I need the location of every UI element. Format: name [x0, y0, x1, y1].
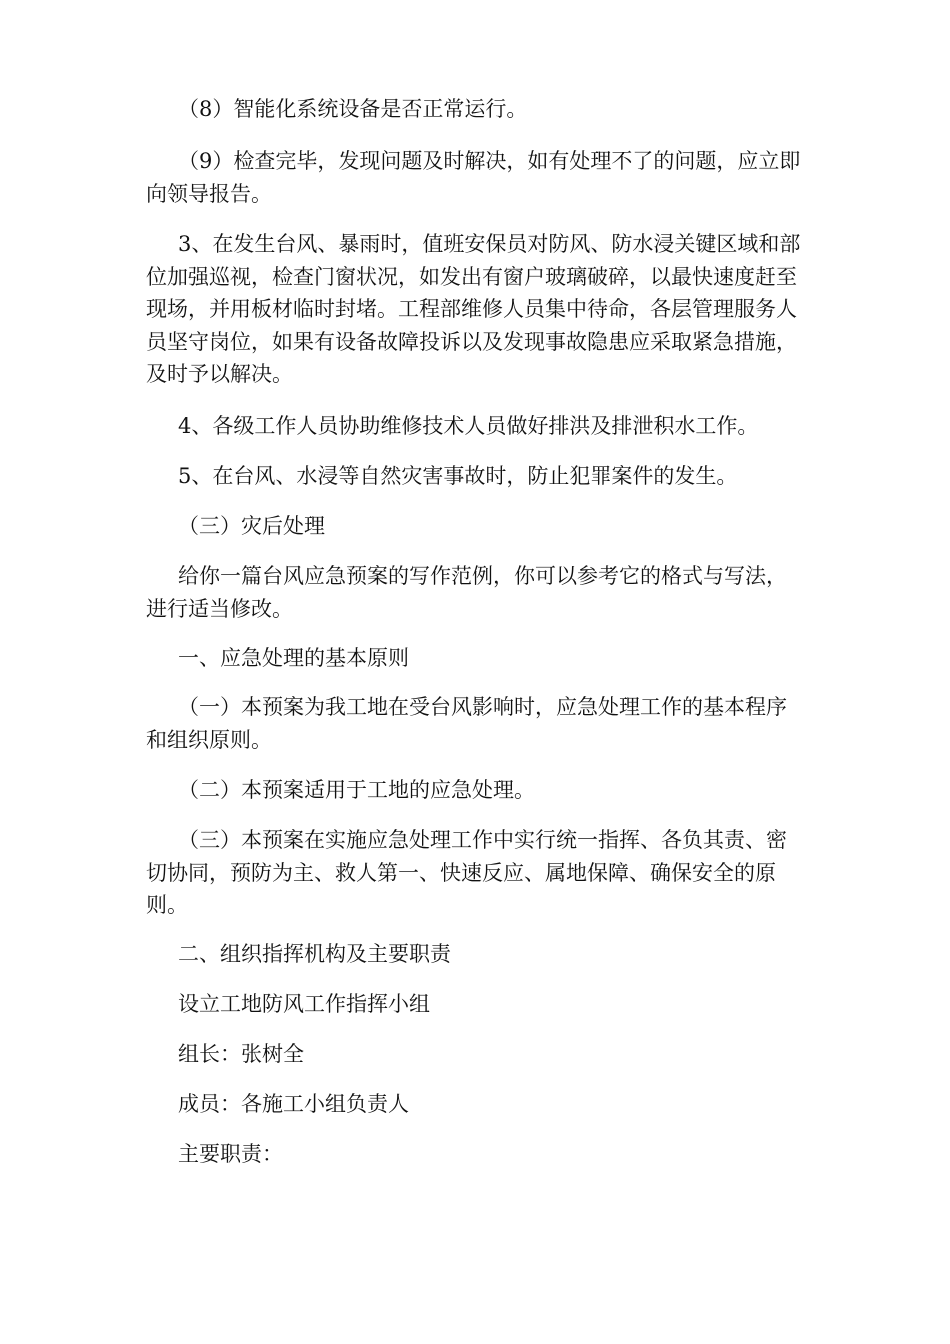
paragraph-template-note: 给你一篇台风应急预案的写作范例，你可以参考它的格式与写法，进行适当修改。 — [146, 564, 787, 621]
paragraph-principle-2: （二）本预案适用于工地的应急处理。 — [178, 778, 535, 802]
paragraph-crime-prevention: 5、在台风、水浸等自然灾害事故时，防止犯罪案件的发生。 — [178, 464, 738, 488]
paragraph-item-9-check: （9）检查完毕，发现问题及时解决，如有处理不了的问题，应立即向领导报告。 — [146, 149, 801, 206]
paragraph-principle-1: （一）本预案为我工地在受台风影响时，应急处理工作的基本程序和组织原则。 — [146, 695, 787, 752]
section-heading-principles: 一、应急处理的基本原则 — [178, 646, 409, 670]
paragraph-group-leader: 组长：张树全 — [178, 1042, 304, 1066]
paragraph-group-members: 成员：各施工小组负责人 — [178, 1092, 409, 1116]
section-heading-aftermath: （三）灾后处理 — [178, 514, 325, 538]
paragraph-drainage: 4、各级工作人员协助维修技术人员做好排洪及排泄积水工作。 — [178, 414, 759, 438]
paragraph-item-8-check: （8）智能化系统设备是否正常运行。 — [178, 97, 528, 121]
section-heading-organization: 二、组织指挥机构及主要职责 — [178, 942, 451, 966]
paragraph-principle-3: （三）本预案在实施应急处理工作中实行统一指挥、各负其责、密切协同，预防为主、救人第一、快速反应、属地保障、确保安全的原则。 — [146, 828, 787, 917]
paragraph-command-group: 设立工地防风工作指挥小组 — [178, 992, 430, 1016]
paragraph-main-duties: 主要职责： — [178, 1142, 283, 1166]
paragraph-typhoon-patrol: 3、在发生台风、暴雨时，值班安保员对防风、防水浸关键区域和部位加强巡视，检查门窗状况，如发出有窗户玻璃破碎，以最快速度赶至现场，并用板材临时封堵。工程部维修人员集中待命，各层管理服务人员坚守岗位，如果有设备故障投诉以及发现事故隐患应采取紧急措施，及时予以解决。 — [146, 232, 801, 386]
